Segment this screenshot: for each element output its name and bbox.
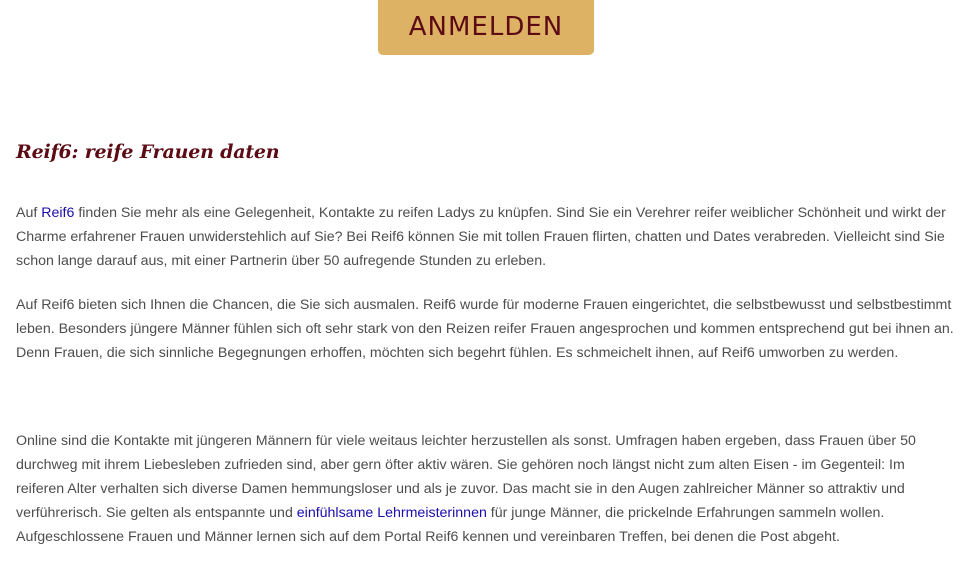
paragraph-text: Auf	[16, 205, 42, 221]
chances-paragraph: Auf Reif6 bieten sich Ihnen die Chancen, die Sie sich ausmalen. Reif6 wurde für moderne Frauen eingerichtet, die selbstbewusst und selbstbestimmt leben. Besonders jüngere Männer fühlen sich oft sehr stark von den Reizen reifer Frauen angesprochen und kommen entsprechend gut bei ihnen an. Denn Frauen, die sich sinnliche Begegnungen erhoffen, möchten sich begehrt fühlen. Es schmeichelt ihnen, auf Reif6 umworben zu werden.	[16, 297, 954, 361]
paragraph-text: finden Sie mehr als eine Gelegenheit, Kontakte zu reifen Ladys zu knüpfen. Sind Sie ein Verehrer reifer weiblicher Schönheit und wirkt der Charme erfahrener Frauen unwiderstehlich auf Sie? Bei Reif6 können Sie mit tollen Frauen flirten, chatten und Dates verabreden. Vielleicht sind Sie schon lange darauf aus, mit einer Partnerin über 50 aufregende Stunden zu erleben.	[16, 205, 946, 269]
lehrmeisterinnen-link[interactable]: einfühlsame Lehrmeisterinnen	[296, 505, 487, 521]
login-button[interactable]: ANMELDEN	[378, 0, 594, 55]
intro-paragraph	[16, 201, 956, 273]
reif6-link[interactable]: Reif6	[41, 205, 75, 221]
paragraph-text: Online sind die Kontakte mit jüngeren Männern für viele weitaus leichter herzustellen als sonst. Umfragen haben ergeben, dass Frauen über 50 durchweg mit ihrem Liebesleben zufrieden sind, aber gern öfter aktiv wären. Sie gehören noch längst nicht zum alten Eisen - im Gegenteil: Im reiferen Alter verhalten sich diverse Damen hemmungsloser und als je zuvor. Das macht sie in den Augen zahlreicher Männer so attraktiv und verführerisch. Sie gelten als entspannte und	[16, 433, 916, 521]
online-contacts-paragraph	[16, 429, 956, 549]
paragraph-text: für junge Männer, die prickelnde Erfahrungen sammeln wollen. Aufgeschlossene Frauen und Männer lernen sich auf dem Portal Reif6 kennen und vereinbaren Treffen, bei denen die Post abgeht.	[16, 505, 885, 545]
page-title: Reif6: reife Frauen daten	[16, 141, 280, 163]
